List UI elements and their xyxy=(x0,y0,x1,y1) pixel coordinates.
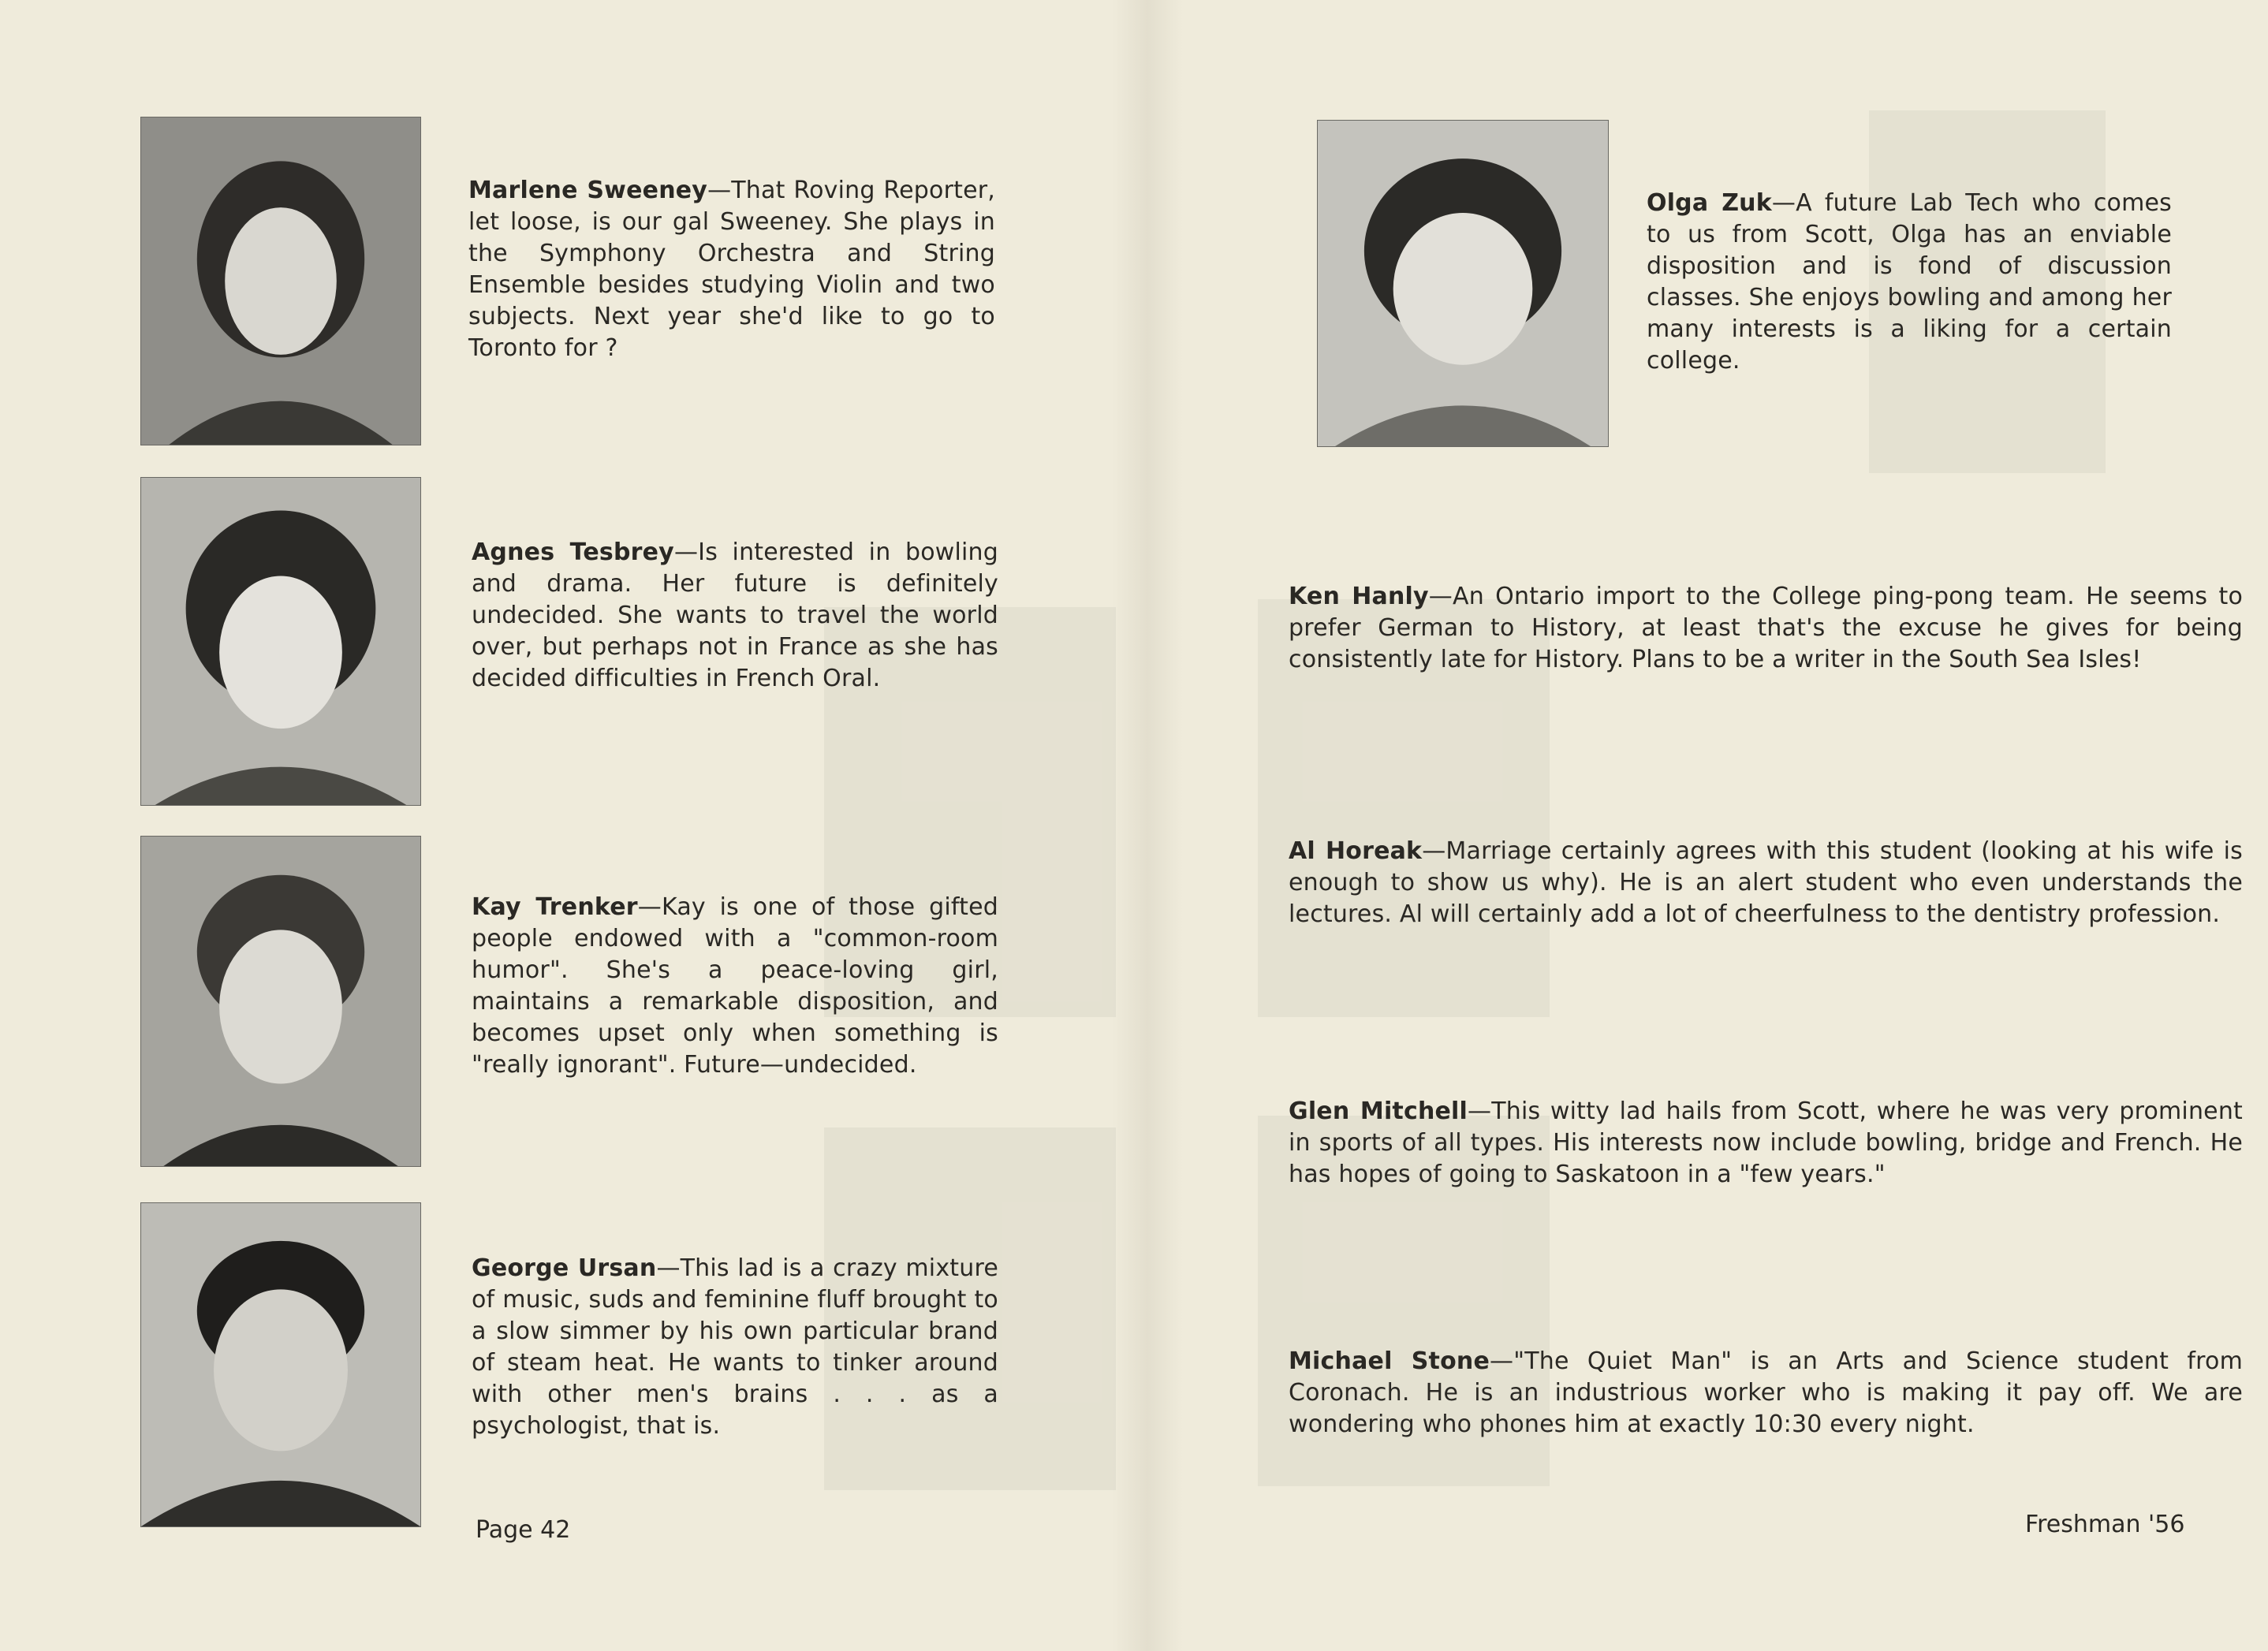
bio-text: —This witty lad hails from Scott, where he was very prominent in sports of all types. His interests now include bowling, bridge and French. He has hopes of going to Saskatoon in a "few years." xyxy=(1289,1098,2244,1188)
page-number: Page 42 xyxy=(476,1516,571,1544)
student-name: George Ursan xyxy=(472,1254,657,1282)
bio-text: —"The Quiet Man" is an Arts and Science student from Coronach. He is an industrious worker who is making it pay off. We are wondering who phones him at exactly 10:30 every night. xyxy=(1289,1347,2243,1438)
bio-text: —Kay is one of those gifted people endowed with a "common-room humor". She's a peace-loving girl, maintains a remarkable disposition, and becomes upset only when something is "really ignorant". Future—undecided. xyxy=(472,893,998,1079)
bio-text: —This lad is a crazy mixture of music, suds and feminine fluff brought to a slow simmer by his own particular brand of steam heat. He wants to tinker around with other men's brains . . . as a psychologist, that is. xyxy=(472,1254,999,1440)
bio-olga-zuk xyxy=(1647,188,2172,377)
bio-agnes-tesbrey xyxy=(472,537,998,695)
portrait-photo-olga-zuk xyxy=(1317,120,1609,447)
bio-ken-hanly xyxy=(1289,581,2243,676)
student-name: Al Horeak xyxy=(1289,837,1423,865)
student-name: Marlene Sweeney xyxy=(468,177,708,204)
bio-kay-trenker xyxy=(472,892,998,1081)
student-name: Olga Zuk xyxy=(1647,189,1772,217)
bio-marlene-sweeney xyxy=(468,175,995,364)
portrait-photo-kay-trenker xyxy=(140,836,421,1167)
portrait-photo-agnes-tesbrey xyxy=(140,477,421,806)
bio-text: —Marriage certainly agrees with this student (looking at his wife is enough to show us why). He is an alert student who even understands the lectures. Al will certainly add a lot of cheerfulness to the dentistry profession. xyxy=(1289,837,2243,928)
bio-text: —That Roving Reporter, let loose, is our gal Sweeney. She plays in the Symphony Orchestra and String Ensemble besides studying Violin and two subjects. Next year she'd like to go to Toronto for ? xyxy=(468,177,996,362)
bio-text: —Is interested in bowling and drama. Her future is definitely undecided. She wants to travel the world over, but perhaps not in France as she has decided difficulties in French Oral. xyxy=(472,539,999,692)
portrait-photo-marlene-sweeney xyxy=(140,117,421,445)
page-gutter xyxy=(1112,0,1183,1651)
bio-george-ursan xyxy=(472,1253,998,1442)
portrait-photo-george-ursan xyxy=(140,1202,421,1527)
running-footer: Freshman '56 xyxy=(2025,1511,2185,1538)
bio-text: —A future Lab Tech who comes to us from Scott, Olga has an enviable disposition and is fond of discussion classes. She enjoys bowling and among her many interests is a liking for a certain college. xyxy=(1647,189,2172,375)
student-name: Kay Trenker xyxy=(472,893,638,921)
student-name: Michael Stone xyxy=(1289,1347,1490,1375)
student-name: Ken Hanly xyxy=(1289,583,1429,610)
bio-text: —An Ontario import to the College ping-pong team. He seems to prefer German to History, at least that's the excuse he gives for being consistently late for History. Plans to be a writer in the South Sea Isles! xyxy=(1289,583,2243,673)
bio-glen-mitchell xyxy=(1289,1096,2243,1191)
student-name: Glen Mitchell xyxy=(1289,1098,1468,1125)
student-name: Agnes Tesbrey xyxy=(472,539,674,566)
bio-al-horeak xyxy=(1289,836,2243,930)
bio-michael-stone xyxy=(1289,1346,2243,1440)
